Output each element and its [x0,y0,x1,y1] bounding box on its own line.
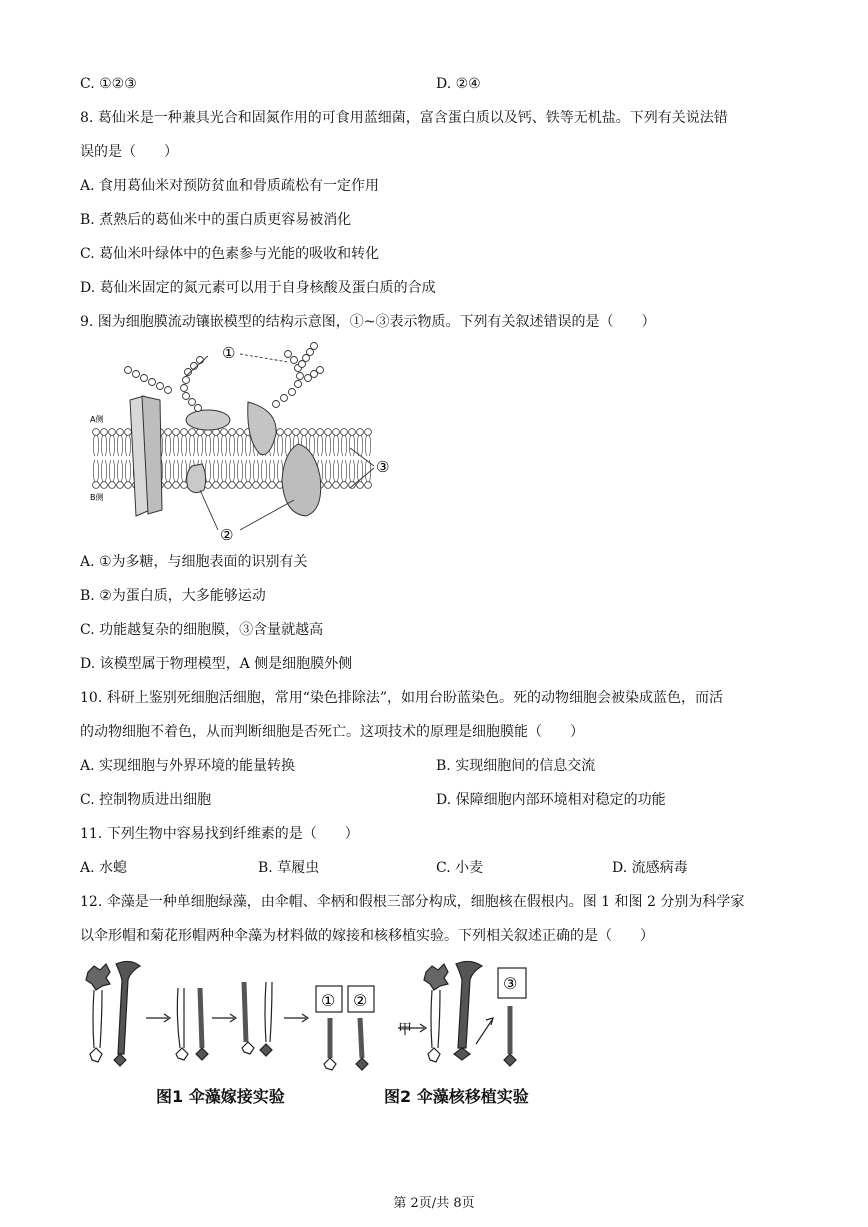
q9-option-c: C. 功能越复杂的细胞膜，③含量就越高 [80,622,324,638]
q8-stem-line2: 误的是（ ） [80,144,178,160]
fig2-caption: 图2 伞藻核移植实验 [384,1087,529,1106]
fig2-jia-label: 甲 [398,1022,412,1038]
q7-option-c: C. ①②③ [80,76,137,92]
q10-stem-line2: 的动物细胞不着色，从而判断细胞是否死亡。这项技术的原理是细胞膜能（ ） [80,724,584,740]
membrane-figure [88,340,408,546]
q8-option-d: D. 葛仙米固定的氮元素可以用于自身核酸及蛋白质的合成 [80,280,436,296]
fig1-caption: 图1 伞藻嫁接实验 [156,1087,285,1106]
membrane-proteins [130,396,321,516]
fig-side-a: A侧 [90,415,104,424]
acetabularia-nucleus-figure [396,958,546,1080]
q11-option-a: A. 水螅 [80,860,128,876]
fig1-box-2: ② [353,991,368,1010]
q7-option-d: D. ②④ [436,76,481,92]
fig-label-1: ① [222,344,236,362]
page-footer: 第 2页/共 8页 [393,1196,475,1211]
fig2-box-3: ③ [503,974,518,993]
q11-option-c: C. 小麦 [436,860,484,876]
acetabularia-graft-figure [80,958,380,1080]
q9-option-d: D. 该模型属于物理模型，A 侧是细胞膜外侧 [80,656,353,672]
q10-option-b: B. 实现细胞间的信息交流 [436,758,596,774]
q8-option-a: A. 食用葛仙米对预防贫血和骨质疏松有一定作用 [80,178,380,194]
fig-label-3: ③ [376,458,390,476]
q11-option-b: B. 草履虫 [258,860,320,876]
fig-side-b: B侧 [90,493,104,502]
q8-option-b: B. 煮熟后的葛仙米中的蛋白质更容易被消化 [80,212,352,228]
q8-stem-line1: 8. 葛仙米是一种兼具光合和固氮作用的可食用蓝细菌，富含蛋白质以及钙、铁等无机盐。下列有关说法错 [80,110,728,126]
q11-stem: 11. 下列生物中容易找到纤维素的是（ ） [80,826,359,842]
q8-option-c: C. 葛仙米叶绿体中的色素参与光能的吸收和转化 [80,246,380,262]
q9-option-b: B. ②为蛋白质，大多能够运动 [80,588,266,604]
q10-stem-line1: 10. 科研上鉴别死细胞活细胞，常用“染色排除法”，如用台盼蓝染色。死的动物细胞会被染成蓝色，而活 [80,690,724,706]
q9-option-a: A. ①为多糖，与细胞表面的识别有关 [80,554,308,570]
q12-stem-line1: 12. 伞藻是一种单细胞绿藻，由伞帽、伞柄和假根三部分构成，细胞核在假根内。图 1 和图 2 分别为科学家 [80,894,745,910]
q12-stem-line2: 以伞形帽和菊花形帽两种伞藻为材料做的嫁接和核移植实验。下列相关叙述正确的是（ ） [80,928,654,944]
q11-option-d: D. 流感病毒 [612,860,688,876]
fig-label-2: ② [220,526,234,544]
fig1-box-1: ① [321,991,336,1010]
q10-option-a: A. 实现细胞与外界环境的能量转换 [80,758,296,774]
q10-option-d: D. 保障细胞内部环境相对稳定的功能 [436,792,666,808]
q9-stem: 9. 图为细胞膜流动镶嵌模型的结构示意图，①~③表示物质。下列有关叙述错误的是（ ） [80,314,656,330]
q10-option-c: C. 控制物质进出细胞 [80,792,212,808]
